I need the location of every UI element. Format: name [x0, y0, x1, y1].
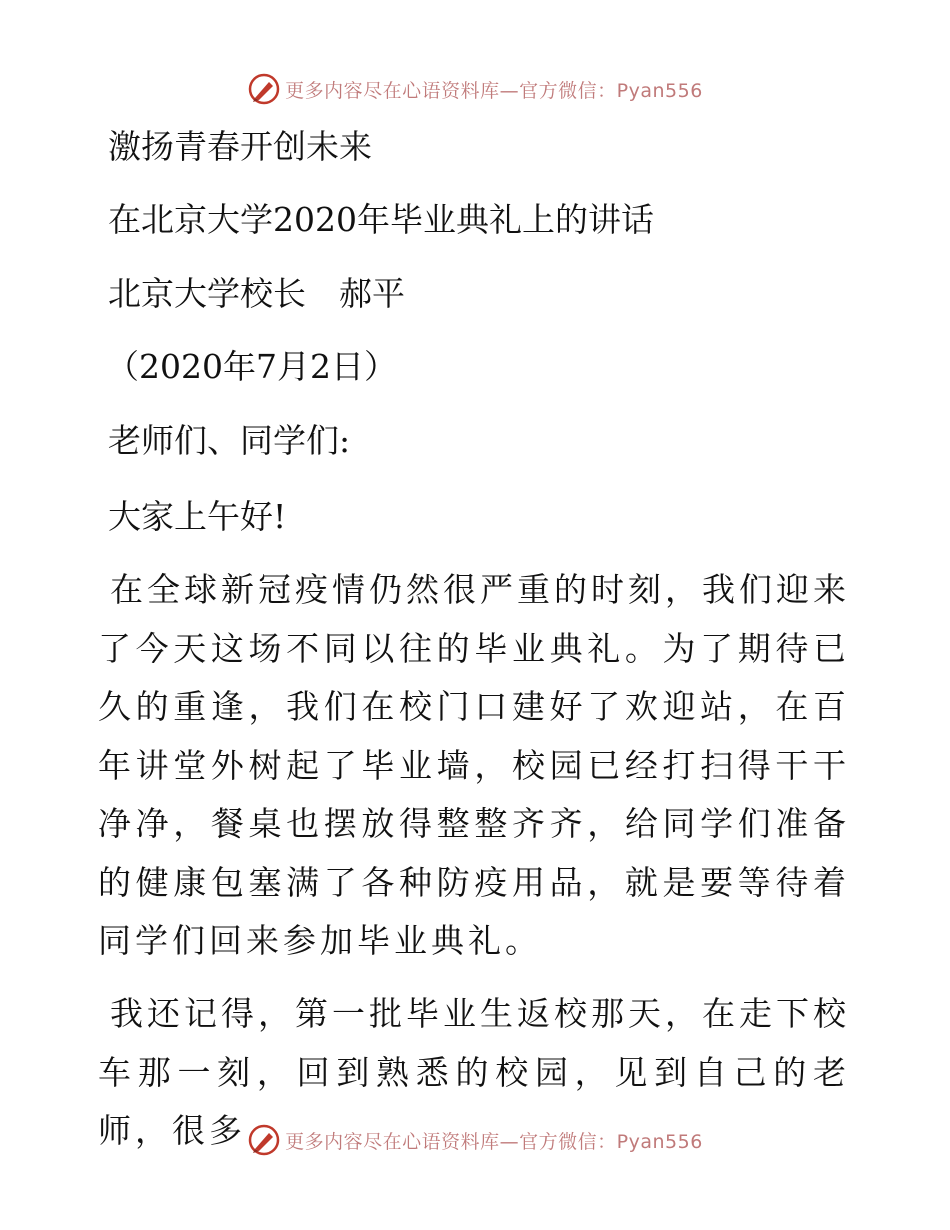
- watermark-header: [0, 72, 950, 106]
- document-subtitle: 在北京大学2020年毕业典礼上的讲话: [108, 200, 654, 239]
- watermark-text: 更多内容尽在心语资料库—官方微信：Pyan556: [285, 79, 703, 102]
- document-title: 激扬青春开创未来: [108, 127, 372, 166]
- salutation: 老师们、同学们:: [108, 421, 351, 460]
- document-author: 北京大学校长 郝平: [108, 274, 405, 313]
- watermark-text: 更多内容尽在心语资料库—官方微信：Pyan556: [285, 1130, 703, 1153]
- pen-logo-icon: [247, 1123, 281, 1157]
- greeting: 大家上午好!: [108, 497, 287, 536]
- watermark-footer: [0, 1123, 950, 1157]
- paragraph: 在全球新冠疫情仍然很严重的时刻，我们迎来了今天这场不同以往的毕业典礼。为了期待已久的重逢，我们在校门口建好了欢迎站，在百年讲堂外树起了毕业墙，校园已经打扫得干干净净，餐桌也摆放得整整齐齐，给同学们准备的健康包塞满了各种防疫用品，就是要等待着同学们回来参加毕业典礼。: [98, 570, 850, 960]
- paragraph: 我还记得，第一批毕业生返校那天，在走下校车那一刻，回到熟悉的校园，见到自己的老师，很多: [98, 994, 850, 1150]
- pen-logo-icon: [247, 72, 281, 106]
- document-date: （2020年7月2日）: [106, 347, 397, 386]
